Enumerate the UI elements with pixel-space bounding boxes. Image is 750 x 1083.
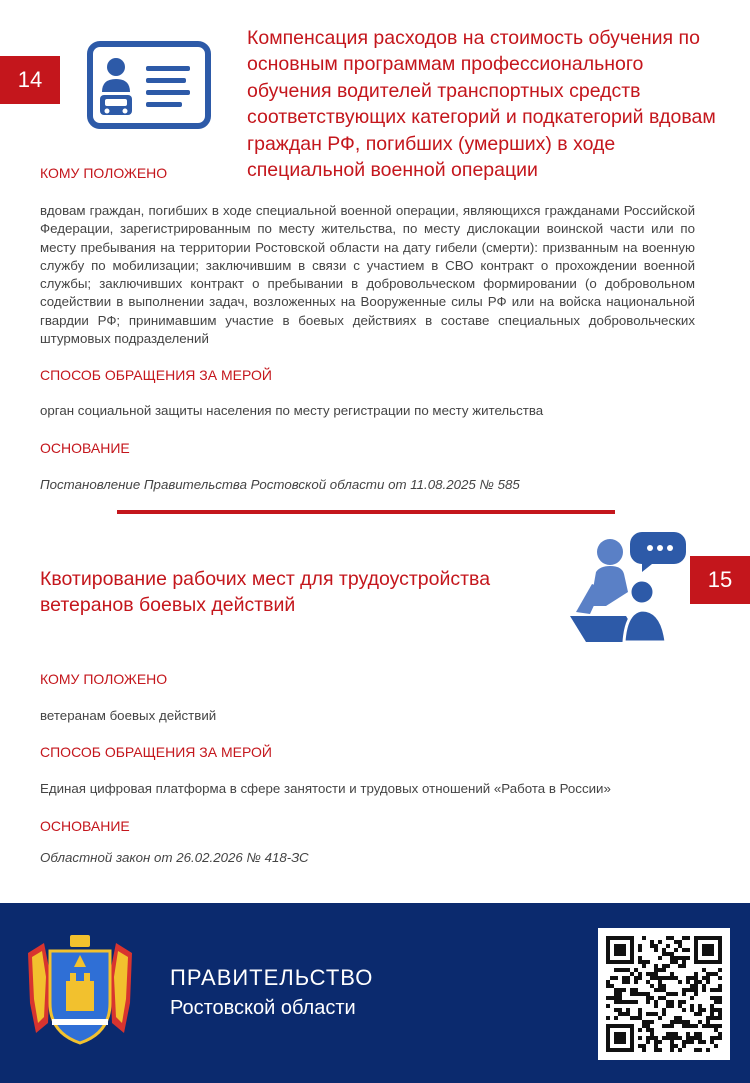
method-text: Единая цифровая платформа в сфере занятости и трудовых отношений «Работа в России»	[40, 781, 611, 796]
method-text: орган социальной защиты населения по месту регистрации по месту жительства	[40, 403, 544, 418]
who-label: КОМУ ПОЛОЖЕНО	[40, 165, 168, 181]
section-title: Компенсация расходов на стоимость обучения по основным программам профессионального обучения водителей транспортных средств соответствующих категорий и подкатегорий вдовам граждан РФ, погибших (умерших) в ходе специальной военной операции	[247, 27, 716, 182]
section-number-badge-14: 14	[0, 56, 60, 104]
footer	[0, 903, 750, 1083]
consultation-laptop-icon	[566, 522, 690, 651]
footer-subtitle: Ростовской области	[170, 997, 356, 1019]
section-title: Квотирование рабочих мест для трудоустройства ветеранов боевых действий	[40, 568, 491, 617]
basis-label: ОСНОВАНИЕ	[40, 818, 130, 834]
method-label: СПОСОБ ОБРАЩЕНИЯ ЗА МЕРОЙ	[40, 367, 272, 383]
coat-of-arms-emblem	[22, 933, 138, 1049]
method-label: СПОСОБ ОБРАЩЕНИЯ ЗА МЕРОЙ	[40, 744, 272, 760]
basis-text: Постановление Правительства Ростовской области от 11.08.2025 № 585	[40, 477, 520, 492]
footer-title: ПРАВИТЕЛЬСТВО	[170, 965, 374, 990]
basis-label: ОСНОВАНИЕ	[40, 440, 130, 456]
qr-code[interactable]	[598, 928, 730, 1060]
who-label: КОМУ ПОЛОЖЕНО	[40, 671, 168, 687]
basis-text: Областной закон от 26.02.2026 № 418-ЗС	[40, 850, 309, 865]
who-text: вдовам граждан, погибших в ходе специальной военной операции, являющихся гражданами Российской Федерации, зарегистрированным по месту жительства, по месту дислокации воинской части или по месту пребывания на территории Ростовской области на дату гибели (смерти): призванным на военную службу по мобилизации; заключившим в связи с участием в СВО контракт о прохождении военной службы; заключивших контракт о пребывании в добровольческом формировании (о добровольном содействии в выполнении задач, возложенных на Вооруженные силы РФ или на войска национальной гвардии РФ; принимавшим участие в боевых действиях в составе специальных добровольческих штурмовых подразделений	[40, 203, 695, 347]
section-divider	[117, 510, 615, 514]
section-number-badge-15: 15	[690, 556, 750, 604]
driver-license-icon	[86, 40, 212, 135]
who-text: ветеранам боевых действий	[40, 708, 217, 723]
